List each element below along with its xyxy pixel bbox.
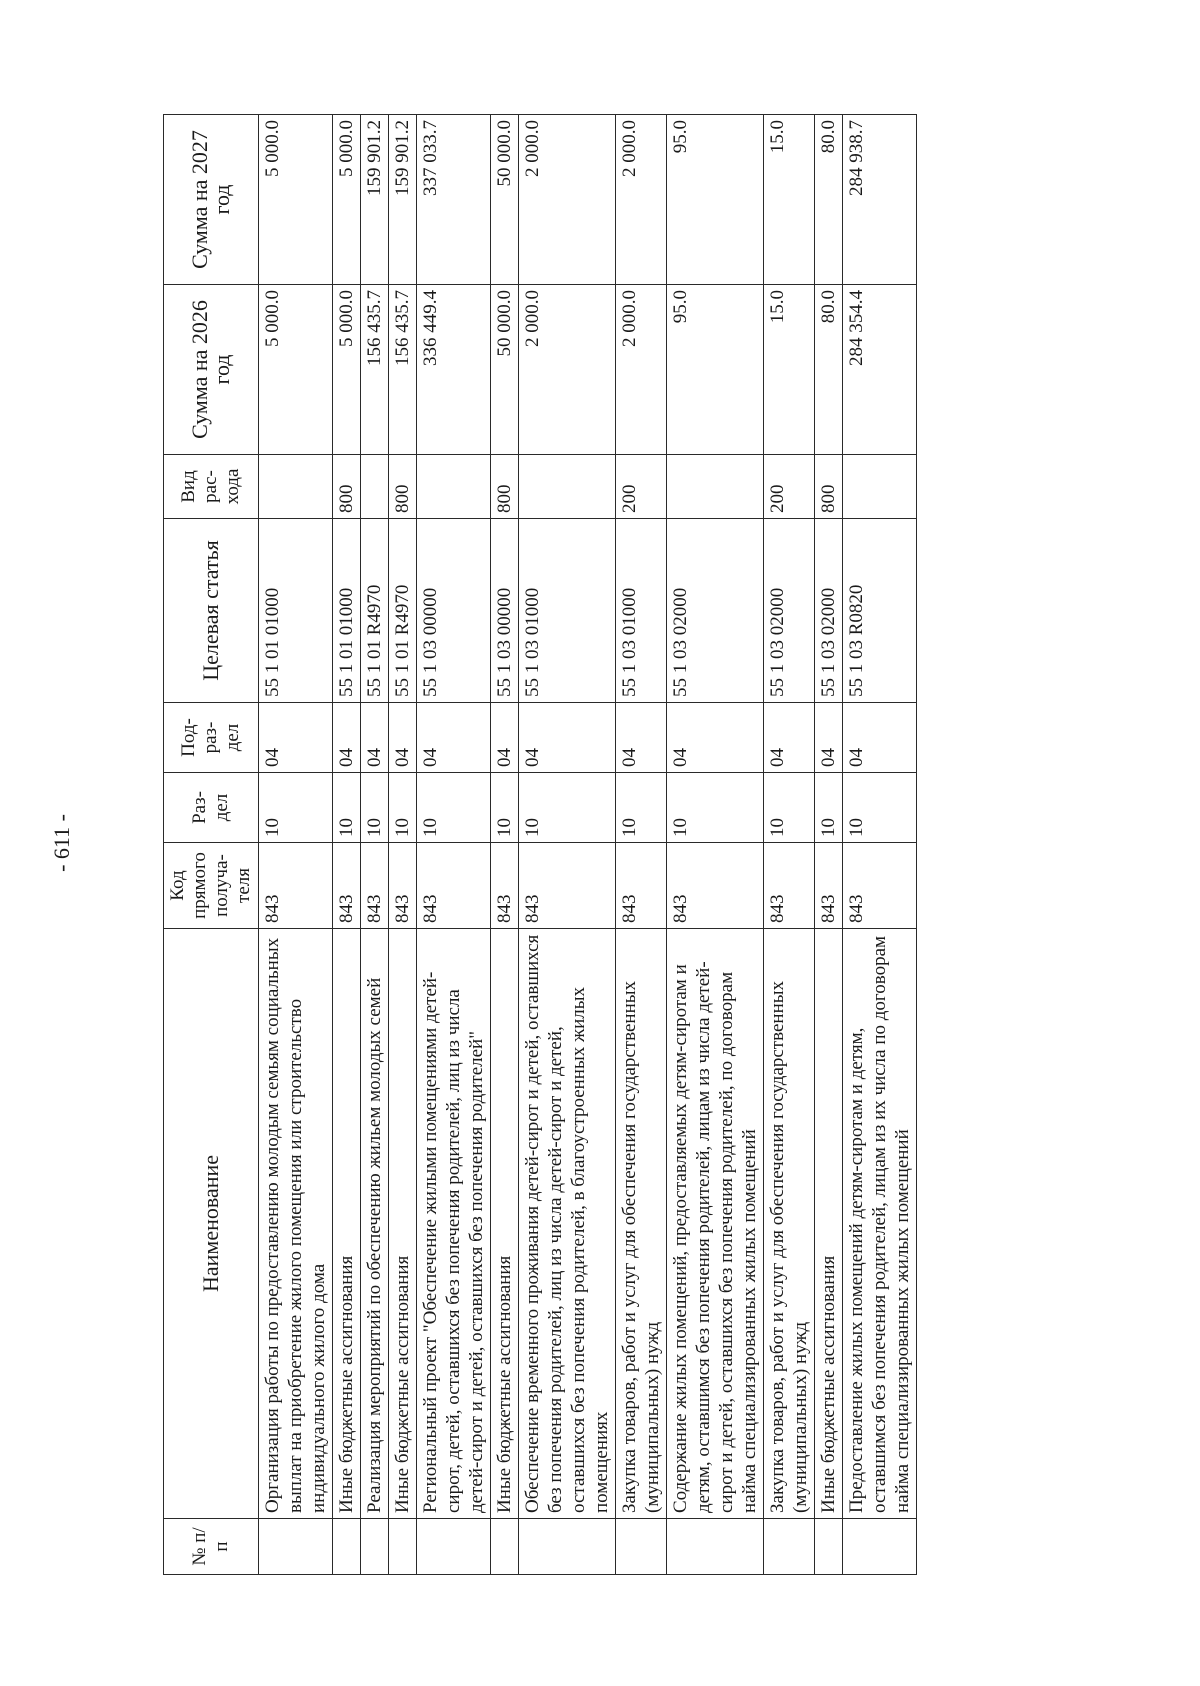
row-subsection: 04 bbox=[259, 703, 333, 773]
row-target-article: 55 1 03 02000 bbox=[815, 519, 843, 703]
row-sum-2027: 284 938.7 bbox=[843, 115, 917, 285]
row-expense-type: 800 bbox=[333, 455, 361, 519]
row-target-article: 55 1 03 00000 bbox=[491, 519, 519, 703]
row-expense-type bbox=[519, 455, 616, 519]
row-target-article: 55 1 01 01000 bbox=[333, 519, 361, 703]
row-expense-type: 800 bbox=[389, 455, 417, 519]
row-subsection: 04 bbox=[491, 703, 519, 773]
row-recipient-code: 843 bbox=[616, 843, 667, 929]
row-no bbox=[259, 1519, 333, 1575]
row-expense-type: 200 bbox=[616, 455, 667, 519]
row-target-article: 55 1 03 01000 bbox=[616, 519, 667, 703]
row-sum-2027: 159 901.2 bbox=[361, 115, 389, 285]
row-section: 10 bbox=[815, 773, 843, 843]
row-no bbox=[417, 1519, 491, 1575]
row-expense-type bbox=[361, 455, 389, 519]
row-sum-2026: 284 354.4 bbox=[843, 285, 917, 455]
table-row bbox=[361, 115, 389, 1575]
row-no bbox=[333, 1519, 361, 1575]
row-sum-2027: 2 000.0 bbox=[616, 115, 667, 285]
row-expense-type: 800 bbox=[815, 455, 843, 519]
table-row bbox=[259, 115, 333, 1575]
row-subsection: 04 bbox=[389, 703, 417, 773]
row-recipient-code: 843 bbox=[764, 843, 815, 929]
row-no bbox=[764, 1519, 815, 1575]
row-sum-2026: 2 000.0 bbox=[616, 285, 667, 455]
row-recipient-code: 843 bbox=[519, 843, 616, 929]
row-section: 10 bbox=[491, 773, 519, 843]
row-recipient-code: 843 bbox=[491, 843, 519, 929]
row-expense-type bbox=[417, 455, 491, 519]
row-name: Реализация мероприятий по обеспечению жильем молодых семей bbox=[361, 929, 389, 1519]
row-section: 10 bbox=[519, 773, 616, 843]
row-sum-2026: 15.0 bbox=[764, 285, 815, 455]
row-name: Содержание жилых помещений, предоставляемых детям-сиротам и детям, оставшимся без попечения родителей, лицам из числа детей-сирот и детей, оставшихся без попечения родителей, по договорам найма специализированных жилых помещений bbox=[667, 929, 764, 1519]
row-sum-2027: 337 033.7 bbox=[417, 115, 491, 285]
row-sum-2026: 5 000.0 bbox=[333, 285, 361, 455]
table-row bbox=[491, 115, 519, 1575]
row-name: Закупка товаров, работ и услуг для обеспечения государственных (муниципальных) нужд bbox=[764, 929, 815, 1519]
row-recipient-code: 843 bbox=[259, 843, 333, 929]
row-section: 10 bbox=[417, 773, 491, 843]
header-name: Наименование bbox=[164, 929, 259, 1519]
row-target-article: 55 1 03 02000 bbox=[667, 519, 764, 703]
row-sum-2026: 156 435.7 bbox=[389, 285, 417, 455]
row-sum-2027: 5 000.0 bbox=[333, 115, 361, 285]
table-row bbox=[667, 115, 764, 1575]
header-no: № п/п bbox=[164, 1519, 259, 1575]
table-row bbox=[764, 115, 815, 1575]
row-subsection: 04 bbox=[333, 703, 361, 773]
header-expense-type: Вид рас-хода bbox=[164, 455, 259, 519]
row-section: 10 bbox=[389, 773, 417, 843]
row-recipient-code: 843 bbox=[333, 843, 361, 929]
header-section: Раз-дел bbox=[164, 773, 259, 843]
row-recipient-code: 843 bbox=[843, 843, 917, 929]
row-section: 10 bbox=[361, 773, 389, 843]
row-sum-2026: 5 000.0 bbox=[259, 285, 333, 455]
row-sum-2027: 5 000.0 bbox=[259, 115, 333, 285]
budget-table bbox=[163, 114, 917, 1575]
row-sum-2027: 95.0 bbox=[667, 115, 764, 285]
row-section: 10 bbox=[259, 773, 333, 843]
row-recipient-code: 843 bbox=[417, 843, 491, 929]
row-name: Обеспечение временного проживания детей-сирот и детей, оставшихся без попечения родителей, лиц из числа детей-сирот и детей, оставшихся без попечения родителей, в благоустроенных жилых помещениях bbox=[519, 929, 616, 1519]
row-sum-2026: 2 000.0 bbox=[519, 285, 616, 455]
header-recipient-code: Код прямого получа-теля bbox=[164, 843, 259, 929]
row-sum-2027: 2 000.0 bbox=[519, 115, 616, 285]
row-sum-2027: 80.0 bbox=[815, 115, 843, 285]
table-header-row bbox=[164, 115, 259, 1575]
row-subsection: 04 bbox=[843, 703, 917, 773]
row-target-article: 55 1 01 R4970 bbox=[361, 519, 389, 703]
row-expense-type: 200 bbox=[764, 455, 815, 519]
row-no bbox=[519, 1519, 616, 1575]
row-no bbox=[361, 1519, 389, 1575]
row-name: Иные бюджетные ассигнования bbox=[389, 929, 417, 1519]
row-no bbox=[491, 1519, 519, 1575]
row-subsection: 04 bbox=[519, 703, 616, 773]
row-expense-type bbox=[259, 455, 333, 519]
row-name: Предоставление жилых помещений детям-сиротам и детям, оставшимся без попечения родителей, лицам из их числа по договорам найма специализированных жилых помещений bbox=[843, 929, 917, 1519]
row-section: 10 bbox=[764, 773, 815, 843]
row-recipient-code: 843 bbox=[815, 843, 843, 929]
row-subsection: 04 bbox=[417, 703, 491, 773]
row-recipient-code: 843 bbox=[667, 843, 764, 929]
row-target-article: 55 1 03 R0820 bbox=[843, 519, 917, 703]
row-target-article: 55 1 03 01000 bbox=[519, 519, 616, 703]
table-row bbox=[519, 115, 616, 1575]
row-name: Организация работы по предоставлению молодым семьям социальных выплат на приобретение жилого помещения или строительство индивидуального жилого дома bbox=[259, 929, 333, 1519]
table-row bbox=[333, 115, 361, 1575]
row-target-article: 55 1 01 R4970 bbox=[389, 519, 417, 703]
row-expense-type bbox=[667, 455, 764, 519]
header-sum-2027: Сумма на 2027 год bbox=[164, 115, 259, 285]
row-sum-2026: 80.0 bbox=[815, 285, 843, 455]
row-no bbox=[667, 1519, 764, 1575]
row-expense-type bbox=[843, 455, 917, 519]
row-sum-2026: 156 435.7 bbox=[361, 285, 389, 455]
row-sum-2027: 50 000.0 bbox=[491, 115, 519, 285]
row-recipient-code: 843 bbox=[361, 843, 389, 929]
page-number: - 611 - bbox=[49, 814, 74, 872]
row-name: Иные бюджетные ассигнования bbox=[491, 929, 519, 1519]
header-target-article: Целевая статья bbox=[164, 519, 259, 703]
row-subsection: 04 bbox=[616, 703, 667, 773]
row-sum-2027: 15.0 bbox=[764, 115, 815, 285]
row-sum-2026: 95.0 bbox=[667, 285, 764, 455]
row-sum-2026: 50 000.0 bbox=[491, 285, 519, 455]
row-name: Закупка товаров, работ и услуг для обеспечения государственных (муниципальных) нужд bbox=[616, 929, 667, 1519]
row-section: 10 bbox=[843, 773, 917, 843]
row-no bbox=[389, 1519, 417, 1575]
row-no bbox=[616, 1519, 667, 1575]
row-subsection: 04 bbox=[361, 703, 389, 773]
row-subsection: 04 bbox=[815, 703, 843, 773]
table-row bbox=[843, 115, 917, 1575]
row-name: Иные бюджетные ассигнования bbox=[815, 929, 843, 1519]
budget-table-sheet bbox=[163, 115, 1043, 1575]
header-sum-2026: Сумма на 2026 год bbox=[164, 285, 259, 455]
row-subsection: 04 bbox=[667, 703, 764, 773]
row-subsection: 04 bbox=[764, 703, 815, 773]
row-target-article: 55 1 03 00000 bbox=[417, 519, 491, 703]
row-target-article: 55 1 03 02000 bbox=[764, 519, 815, 703]
header-subsection: Под-раз-дел bbox=[164, 703, 259, 773]
table-row bbox=[815, 115, 843, 1575]
table-row bbox=[616, 115, 667, 1575]
row-target-article: 55 1 01 01000 bbox=[259, 519, 333, 703]
row-section: 10 bbox=[667, 773, 764, 843]
row-sum-2026: 336 449.4 bbox=[417, 285, 491, 455]
row-no bbox=[843, 1519, 917, 1575]
table-row bbox=[417, 115, 491, 1575]
row-sum-2027: 159 901.2 bbox=[389, 115, 417, 285]
row-no bbox=[815, 1519, 843, 1575]
table-row bbox=[389, 115, 417, 1575]
row-name: Региональный проект "Обеспечение жилыми помещениями детей-сирот, детей, оставшихся без попечения родителей, лиц из числа детей-сирот и детей, оставшихся без попечения родителей" bbox=[417, 929, 491, 1519]
row-name: Иные бюджетные ассигнования bbox=[333, 929, 361, 1519]
row-section: 10 bbox=[616, 773, 667, 843]
row-section: 10 bbox=[333, 773, 361, 843]
row-expense-type: 800 bbox=[491, 455, 519, 519]
row-recipient-code: 843 bbox=[389, 843, 417, 929]
